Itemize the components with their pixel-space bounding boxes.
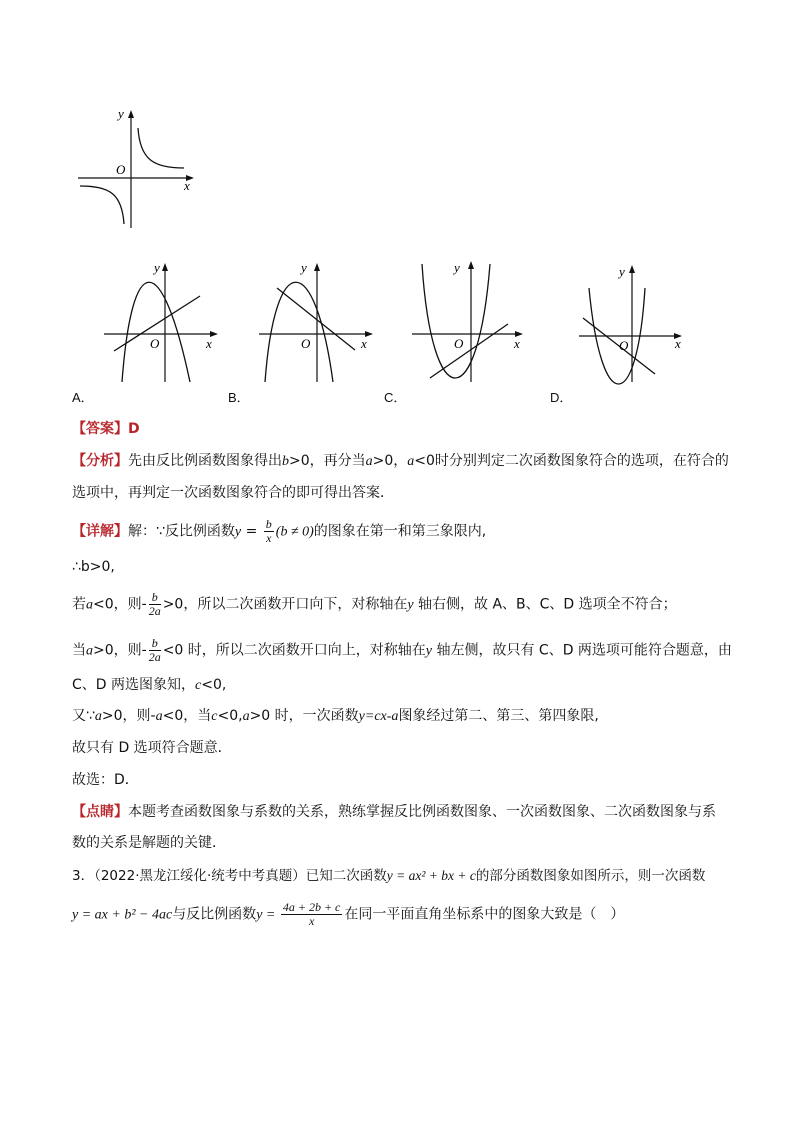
denominator: x bbox=[308, 914, 315, 928]
option-b-graph bbox=[255, 258, 380, 386]
text: 若 bbox=[72, 596, 86, 613]
option-d-label[interactable]: D． bbox=[550, 390, 573, 405]
text: 解：∵反比例函数 bbox=[128, 523, 235, 540]
comment-line-1 bbox=[72, 802, 716, 822]
detail-line-1 bbox=[72, 518, 486, 545]
detail-line-6 bbox=[72, 706, 599, 727]
detail-line-4 bbox=[72, 637, 732, 664]
var: b bbox=[282, 454, 289, 469]
numerator: b bbox=[265, 517, 272, 531]
text: 又∵ bbox=[72, 708, 95, 724]
text: 的图象在第一和第三象限内, bbox=[313, 523, 487, 540]
var: a bbox=[86, 643, 93, 659]
denominator: 2a bbox=[148, 650, 161, 664]
numerator: b bbox=[149, 591, 161, 605]
hyperbola-figure bbox=[72, 100, 202, 232]
text: ∴b>0, bbox=[72, 559, 115, 575]
option-d-graph bbox=[575, 258, 700, 386]
var: a bbox=[86, 597, 93, 613]
var: a bbox=[242, 709, 250, 724]
answer-value: D bbox=[128, 421, 140, 437]
detail-line-3 bbox=[72, 591, 677, 618]
fraction bbox=[281, 901, 343, 928]
var: a bbox=[365, 454, 373, 469]
var: a bbox=[94, 709, 102, 724]
formula: y=cx-a bbox=[358, 709, 399, 724]
fraction bbox=[264, 518, 274, 545]
origin-label: O bbox=[116, 162, 126, 177]
denominator: 2a bbox=[148, 604, 161, 618]
text: 故选：D． bbox=[72, 772, 139, 788]
text: <0时分别判定二次函数图象符合的选项，在符合的 bbox=[414, 453, 729, 469]
var: y bbox=[407, 597, 414, 613]
axis-y-label: y bbox=[154, 260, 160, 275]
detail-tag: 【详解】 bbox=[72, 523, 128, 540]
axis-x-label: x bbox=[675, 336, 681, 351]
text: 轴右侧，故 A、B、C、D 选项全不符合； bbox=[413, 596, 677, 613]
text: 图象经过第二、第三、第四象限, bbox=[398, 708, 599, 724]
text: >0，再分当 bbox=[289, 453, 366, 469]
fraction bbox=[149, 637, 161, 664]
option-a-graph bbox=[100, 258, 225, 386]
text: 数的关系是解题的关键． bbox=[72, 835, 226, 851]
origin-label: O bbox=[150, 336, 160, 351]
text: >0，则- bbox=[93, 642, 147, 659]
text: 选项中，再判定一次函数图象符合的即可得出答案． bbox=[72, 485, 394, 501]
var: c bbox=[211, 709, 218, 724]
text: >0， bbox=[372, 453, 408, 469]
text: 与反比例函数 bbox=[172, 906, 257, 923]
text: 在同一平面直角坐标系中的图象大致是（ ） bbox=[344, 906, 625, 923]
text: <0, bbox=[201, 677, 227, 693]
answer-line bbox=[72, 419, 140, 439]
text: >0，所以二次函数开口向下，对称轴在 bbox=[162, 596, 408, 613]
formula: y = ax + b² − 4ac bbox=[72, 907, 173, 923]
var: c bbox=[195, 678, 202, 693]
text: 故只有 D 选项符合题意． bbox=[72, 740, 232, 756]
text: >0 时，一次函数 bbox=[249, 708, 359, 724]
denominator: x bbox=[266, 531, 272, 545]
axis-x-label: x bbox=[361, 336, 367, 351]
formula: y = ax² + bx + c bbox=[386, 868, 476, 883]
axis-x-label: x bbox=[184, 178, 190, 193]
option-c-graph bbox=[408, 256, 533, 386]
text: C、D 两选图象知， bbox=[72, 677, 196, 693]
text: <0, bbox=[217, 708, 243, 724]
axis-y-label: y bbox=[619, 264, 625, 279]
formula: y = bbox=[256, 907, 279, 923]
option-c-label[interactable]: C． bbox=[384, 390, 407, 405]
var: y bbox=[234, 524, 242, 540]
axis-y-label: y bbox=[301, 260, 307, 275]
text: 本题考查函数图象与系数的关系，熟练掌握反比例函数图象、一次函数图象、二次函数图象与系 bbox=[128, 804, 716, 820]
question3-line-1 bbox=[72, 866, 705, 886]
origin-label: O bbox=[454, 336, 464, 351]
detail-line-8 bbox=[72, 770, 139, 790]
axis-x-label: x bbox=[514, 336, 520, 351]
text: 先由反比例函数图象得出 bbox=[128, 453, 282, 469]
text: 3．（2022·黑龙江绥化·统考中考真题）已知二次函数 bbox=[72, 868, 387, 884]
comment-tag: 【点睛】 bbox=[72, 804, 128, 820]
analysis-line-1 bbox=[72, 451, 729, 472]
origin-label: O bbox=[619, 338, 629, 353]
var: y bbox=[425, 643, 433, 659]
option-b-label[interactable]: B． bbox=[228, 390, 250, 405]
comment-line-2 bbox=[72, 833, 226, 853]
text: = bbox=[241, 523, 262, 540]
origin-label: O bbox=[301, 336, 311, 351]
analysis-tag: 【分析】 bbox=[72, 453, 128, 469]
var: a bbox=[155, 709, 163, 724]
question3-line-2 bbox=[72, 901, 624, 928]
detail-line-5 bbox=[72, 675, 226, 696]
text: <0 时，所以二次函数开口向上，对称轴在 bbox=[162, 642, 426, 659]
detail-line-2 bbox=[72, 557, 115, 577]
numerator: b bbox=[149, 637, 161, 651]
option-a-label[interactable]: A． bbox=[72, 390, 94, 405]
answer-tag: 【答案】 bbox=[72, 421, 128, 437]
text: 轴左侧，故只有 C、D 两选项可能符合题意，由 bbox=[432, 642, 732, 659]
axis-x-label: x bbox=[206, 336, 212, 351]
var: a bbox=[407, 454, 415, 469]
text: <0，当 bbox=[162, 708, 212, 724]
text: >0，则- bbox=[101, 708, 156, 724]
text: 当 bbox=[72, 642, 86, 659]
detail-line-7 bbox=[72, 738, 232, 758]
axis-y-label: y bbox=[454, 260, 460, 275]
analysis-line-2 bbox=[72, 483, 394, 503]
condition: (b ≠ 0) bbox=[275, 524, 314, 540]
numerator: 4a + 2b + c bbox=[282, 900, 341, 914]
text: 的部分函数图象如图所示，则一次函数 bbox=[475, 868, 706, 884]
fraction bbox=[149, 591, 161, 618]
text: <0，则- bbox=[93, 596, 147, 613]
axis-y-label: y bbox=[118, 106, 124, 121]
